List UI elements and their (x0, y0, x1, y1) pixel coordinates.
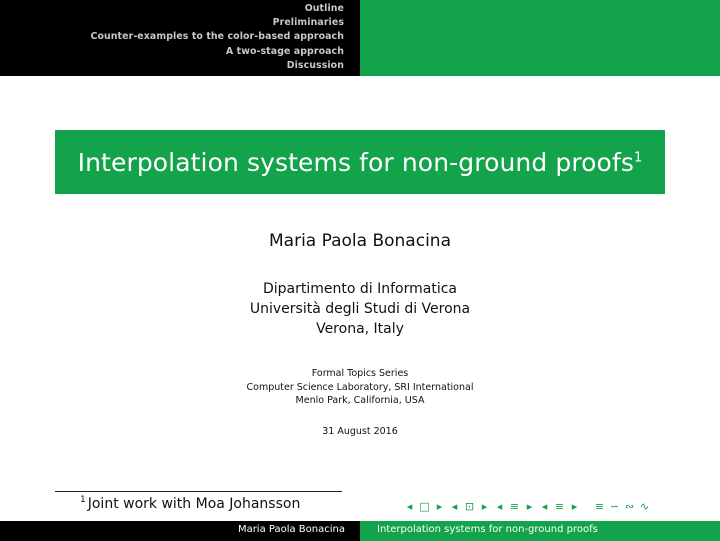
nav-item-discussion[interactable]: Discussion (286, 59, 344, 71)
frame-icon[interactable]: □ (419, 500, 430, 513)
nav-item-two-stage[interactable]: A two-stage approach (225, 45, 344, 57)
institution-line: Dipartimento di Informatica (262, 281, 457, 297)
footnote-text: Joint work with Moa Johansson (87, 496, 301, 512)
header-accent-panel (360, 0, 720, 76)
title-footnote-mark[interactable]: 1 (633, 150, 643, 166)
footnote-mark: 1 (80, 495, 86, 506)
institution-block (0, 279, 720, 339)
event-line: Formal Topics Series (311, 368, 409, 379)
section-nav (90, 2, 344, 73)
footer-title: Interpolation systems for non-ground proofs (377, 524, 598, 535)
footnote-rule (55, 491, 342, 492)
institution-line: Università degli Studi di Verona (249, 301, 471, 317)
search-forward-icon[interactable]: ∿ (639, 500, 650, 513)
section-icon[interactable]: ≡ (554, 500, 565, 513)
institution-line: Verona, Italy (316, 321, 404, 337)
nav-spacer (582, 500, 592, 513)
nav-prev-icon[interactable]: ◂ (406, 500, 413, 513)
nav-prev-icon[interactable]: ◂ (496, 500, 503, 513)
nav-prev-icon[interactable]: ◂ (451, 500, 458, 513)
title-box (55, 130, 665, 194)
nav-item-preliminaries[interactable]: Preliminaries (272, 17, 344, 29)
document-icon[interactable]: ≡ (594, 500, 605, 513)
event-block (0, 367, 720, 408)
nav-next-icon[interactable]: ▸ (436, 500, 443, 513)
talk-date: 31 August 2016 (322, 426, 398, 437)
footer-author: Maria Paola Bonacina (237, 524, 345, 535)
search-back-icon[interactable]: ∽ (609, 500, 620, 513)
event-line: Menlo Park, California, USA (295, 395, 425, 406)
footnote (80, 496, 300, 512)
nav-item-outline[interactable]: Outline (304, 3, 344, 14)
nav-next-icon[interactable]: ▸ (571, 500, 578, 513)
subsection-icon[interactable]: ⊡ (464, 500, 475, 513)
search-icon[interactable]: ∾ (624, 500, 635, 513)
footer-title-panel (360, 521, 720, 541)
author-name: Maria Paola Bonacina (269, 231, 451, 251)
event-line: Computer Science Laboratory, SRI International (246, 381, 474, 393)
nav-prev-icon[interactable]: ◂ (541, 500, 548, 513)
nav-next-icon[interactable]: ▸ (526, 500, 533, 513)
footer-author-panel (0, 521, 360, 541)
beamer-navigation (402, 500, 652, 513)
nav-next-icon[interactable]: ▸ (481, 500, 488, 513)
slide-title: Interpolation systems for non-ground proofs$^1$ (77, 147, 643, 177)
nav-item-counter-examples[interactable]: Counter-examples to the color-based approach (90, 31, 344, 43)
section-icon[interactable]: ≡ (509, 500, 520, 513)
header-bar (0, 0, 720, 76)
header-nav-panel (0, 0, 360, 76)
